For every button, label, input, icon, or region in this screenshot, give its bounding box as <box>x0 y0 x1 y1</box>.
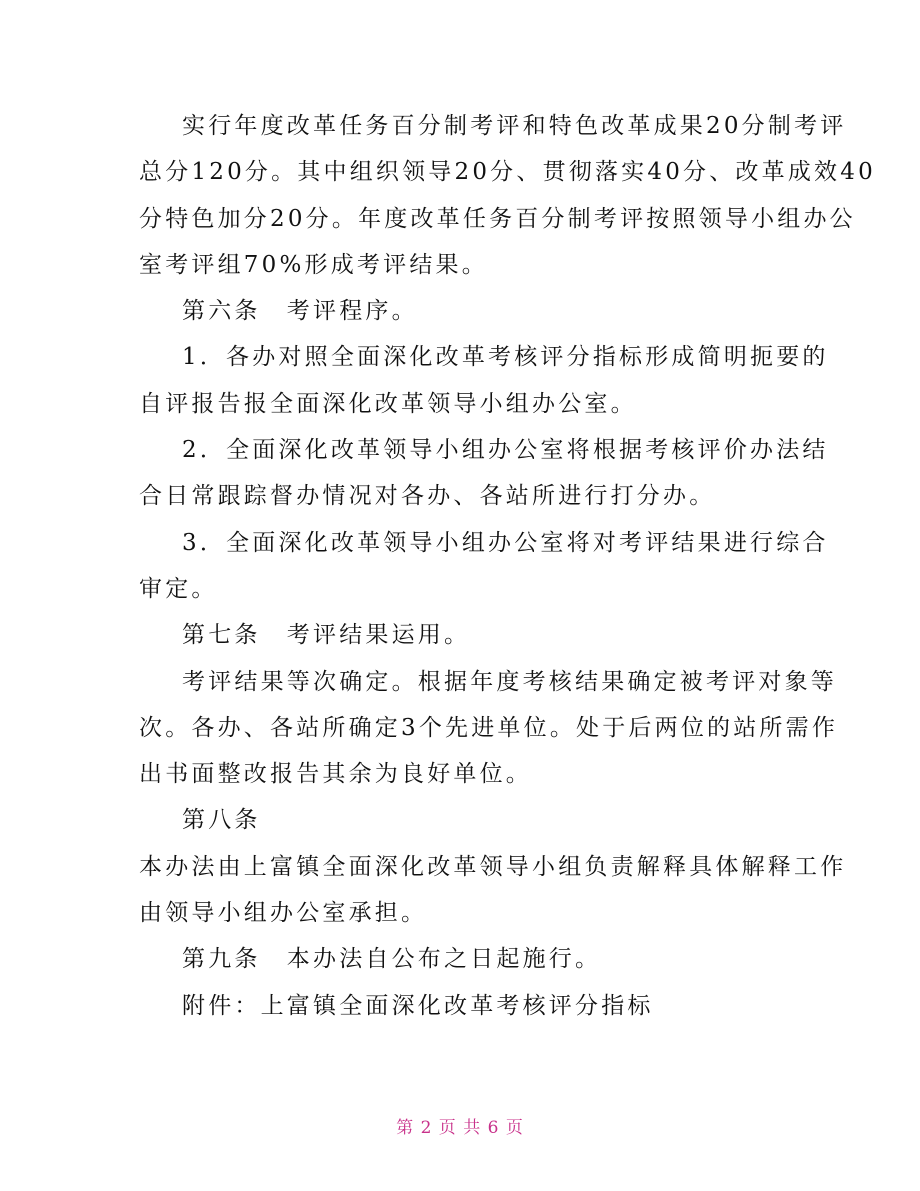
document-line: 第八条 <box>182 807 261 834</box>
document-line: 第六条 考评程序。 <box>182 298 418 325</box>
document-line: 考评结果等次确定。根据年度考核结果确定被考评对象等 <box>182 668 837 695</box>
document-line: 附件：上富镇全面深化改革考核评分指标 <box>182 992 654 1019</box>
document-line: 合日常跟踪督办情况对各办、各站所进行打分办。 <box>139 483 716 510</box>
document-line: 审定。 <box>139 575 218 602</box>
document-line: 第九条 本办法自公布之日起施行。 <box>182 946 602 973</box>
page-footer: 第 2 页 共 6 页 <box>396 1118 524 1138</box>
document-line: 室考评组70%形成考评结果。 <box>139 251 488 278</box>
document-body <box>139 103 876 1029</box>
document-line: 出书面整改报告其余为良好单位。 <box>139 761 532 788</box>
document-line: 第七条 考评结果运用。 <box>182 622 471 649</box>
document-line: 实行年度改革任务百分制考评和特色改革成果20分制考评 <box>182 113 847 139</box>
document-line: 次。各办、各站所确定3个先进单位。处于后两位的站所需作 <box>139 714 839 741</box>
document-line: 分特色加分20分。年度改革任务百分制考评按照领导小组办公 <box>139 205 856 232</box>
document-line: 1．各办对照全面深化改革考核评分指标形成简明扼要的 <box>182 344 829 371</box>
document-line: 3．全面深化改革领导小组办公室将对考评结果进行综合 <box>182 529 829 556</box>
document-line: 2．全面深化改革领导小组办公室将根据考核评价办法结 <box>182 437 829 464</box>
document-line: 总分120分。其中组织领导20分、贯彻落实40分、改革成效40 <box>139 159 876 186</box>
document-line: 自评报告报全面深化改革领导小组办公室。 <box>139 390 637 417</box>
document-line: 本办法由上富镇全面深化改革领导小组负责解释具体解释工作 <box>139 853 847 880</box>
document-line: 由领导小组办公室承担。 <box>139 900 428 927</box>
